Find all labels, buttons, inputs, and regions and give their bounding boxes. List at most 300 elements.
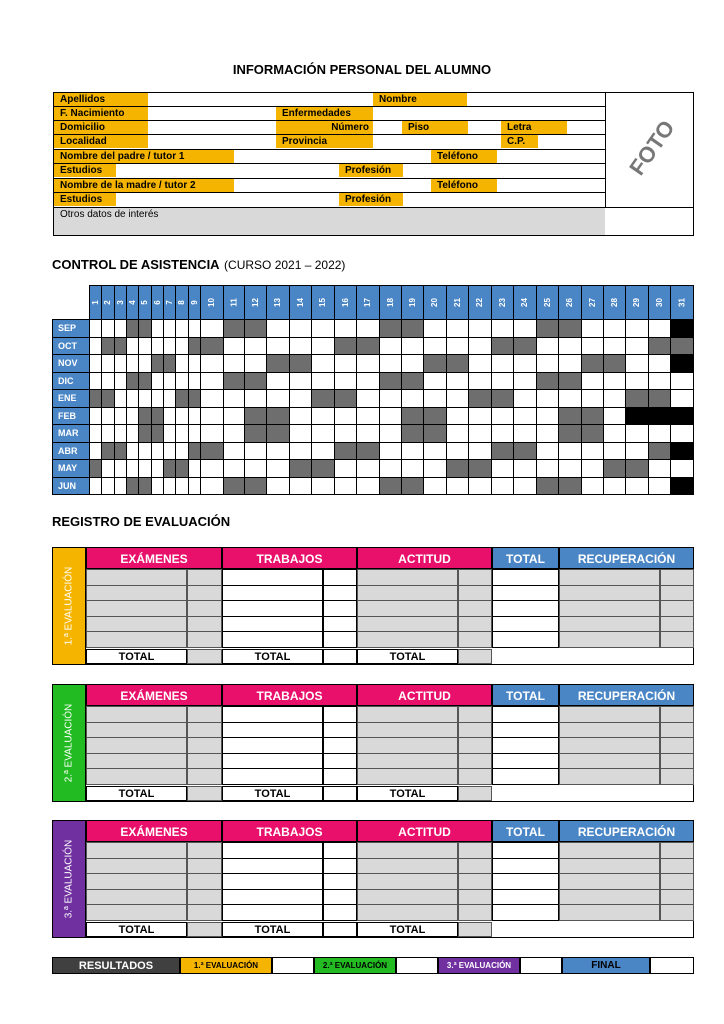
attendance-cell[interactable] [648, 337, 670, 355]
attendance-cell[interactable] [223, 337, 244, 355]
attendance-cell[interactable] [201, 442, 223, 460]
attendance-cell[interactable] [334, 477, 356, 495]
attendance-cell[interactable] [357, 407, 379, 425]
attendance-cell[interactable] [357, 477, 379, 495]
recovery-weight-cell[interactable] [660, 904, 694, 921]
attitude-grade-cell[interactable] [357, 631, 458, 648]
work-grade-cell[interactable] [222, 722, 323, 739]
attendance-cell[interactable] [491, 390, 513, 408]
attendance-cell[interactable] [491, 477, 513, 495]
exam-weight-cell[interactable] [187, 616, 222, 633]
attendance-cell[interactable] [188, 372, 200, 390]
attendance-cell[interactable] [626, 355, 648, 373]
attendance-cell[interactable] [446, 407, 468, 425]
recovery-weight-cell[interactable] [660, 722, 694, 739]
attitude-weight-cell[interactable] [458, 768, 492, 785]
attendance-cell[interactable] [379, 390, 401, 408]
total-cell[interactable] [492, 858, 559, 875]
attendance-cell[interactable] [223, 407, 244, 425]
attendance-cell[interactable] [559, 337, 581, 355]
recovery-weight-cell[interactable] [660, 873, 694, 890]
recovery-grade-cell[interactable] [559, 722, 660, 739]
attendance-cell[interactable] [164, 477, 176, 495]
attendance-cell[interactable] [176, 460, 188, 478]
attendance-cell[interactable] [603, 460, 625, 478]
attendance-cell[interactable] [267, 425, 289, 443]
recovery-weight-cell[interactable] [660, 842, 694, 859]
attendance-cell[interactable] [127, 425, 139, 443]
attendance-cell[interactable] [127, 390, 139, 408]
exam-grade-cell[interactable] [86, 569, 187, 586]
attendance-cell[interactable] [176, 337, 188, 355]
attendance-cell[interactable] [334, 320, 356, 338]
recovery-grade-cell[interactable] [559, 753, 660, 770]
attendance-cell[interactable] [514, 407, 536, 425]
attendance-cell[interactable] [514, 390, 536, 408]
attendance-cell[interactable] [223, 390, 244, 408]
attendance-cell[interactable] [151, 442, 163, 460]
recovery-grade-cell[interactable] [559, 737, 660, 754]
attendance-cell[interactable] [90, 355, 102, 373]
attendance-cell[interactable] [289, 407, 311, 425]
attendance-cell[interactable] [164, 460, 176, 478]
attendance-cell[interactable] [671, 442, 694, 460]
attendance-cell[interactable] [151, 425, 163, 443]
attendance-cell[interactable] [102, 407, 114, 425]
attendance-cell[interactable] [559, 320, 581, 338]
attendance-cell[interactable] [90, 372, 102, 390]
attendance-cell[interactable] [491, 372, 513, 390]
attendance-cell[interactable] [446, 425, 468, 443]
attendance-cell[interactable] [114, 460, 126, 478]
recovery-weight-cell[interactable] [660, 600, 694, 617]
attendance-cell[interactable] [312, 320, 334, 338]
attendance-cell[interactable] [164, 390, 176, 408]
work-grade-cell[interactable] [222, 585, 323, 602]
attendance-cell[interactable] [536, 355, 558, 373]
attendance-cell[interactable] [151, 477, 163, 495]
attendance-cell[interactable] [188, 425, 200, 443]
attendance-cell[interactable] [559, 477, 581, 495]
attendance-cell[interactable] [671, 425, 694, 443]
work-grade-cell[interactable] [222, 616, 323, 633]
attendance-cell[interactable] [671, 337, 694, 355]
attendance-cell[interactable] [102, 425, 114, 443]
attendance-cell[interactable] [491, 460, 513, 478]
attendance-cell[interactable] [164, 320, 176, 338]
attendance-cell[interactable] [671, 355, 694, 373]
attendance-cell[interactable] [188, 390, 200, 408]
exam-total-value[interactable] [187, 922, 222, 937]
attendance-cell[interactable] [357, 460, 379, 478]
exam-weight-cell[interactable] [187, 753, 222, 770]
attendance-cell[interactable] [188, 460, 200, 478]
attendance-cell[interactable] [424, 337, 446, 355]
attitude-grade-cell[interactable] [357, 585, 458, 602]
exam-weight-cell[interactable] [187, 569, 222, 586]
recovery-weight-cell[interactable] [660, 631, 694, 648]
attendance-cell[interactable] [491, 337, 513, 355]
attendance-cell[interactable] [312, 337, 334, 355]
attendance-cell[interactable] [312, 460, 334, 478]
attendance-cell[interactable] [536, 407, 558, 425]
attendance-cell[interactable] [151, 355, 163, 373]
exam-weight-cell[interactable] [187, 600, 222, 617]
attendance-cell[interactable] [357, 390, 379, 408]
attendance-cell[interactable] [176, 425, 188, 443]
attendance-cell[interactable] [312, 477, 334, 495]
attendance-cell[interactable] [648, 407, 670, 425]
exam-grade-cell[interactable] [86, 768, 187, 785]
attendance-cell[interactable] [201, 320, 223, 338]
attendance-cell[interactable] [267, 442, 289, 460]
attendance-cell[interactable] [289, 337, 311, 355]
attendance-cell[interactable] [267, 390, 289, 408]
attendance-cell[interactable] [648, 355, 670, 373]
attitude-grade-cell[interactable] [357, 842, 458, 859]
total-cell[interactable] [492, 873, 559, 890]
exam-weight-cell[interactable] [187, 631, 222, 648]
attendance-cell[interactable] [151, 372, 163, 390]
attendance-cell[interactable] [102, 372, 114, 390]
attendance-cell[interactable] [469, 442, 491, 460]
attitude-total-value[interactable] [458, 786, 492, 801]
recovery-weight-cell[interactable] [660, 585, 694, 602]
attendance-cell[interactable] [127, 320, 139, 338]
attendance-cell[interactable] [176, 477, 188, 495]
attendance-cell[interactable] [334, 355, 356, 373]
work-weight-cell[interactable] [323, 585, 357, 602]
attitude-weight-cell[interactable] [458, 904, 492, 921]
attendance-cell[interactable] [289, 390, 311, 408]
attendance-cell[interactable] [671, 460, 694, 478]
work-weight-cell[interactable] [323, 737, 357, 754]
attendance-cell[interactable] [536, 372, 558, 390]
attendance-cell[interactable] [648, 442, 670, 460]
attendance-cell[interactable] [536, 320, 558, 338]
attitude-total-value[interactable] [458, 649, 492, 664]
attendance-cell[interactable] [446, 477, 468, 495]
attendance-cell[interactable] [402, 355, 424, 373]
attendance-cell[interactable] [139, 460, 151, 478]
attendance-cell[interactable] [379, 442, 401, 460]
attendance-cell[interactable] [514, 320, 536, 338]
attendance-cell[interactable] [90, 460, 102, 478]
attendance-cell[interactable] [357, 442, 379, 460]
attendance-cell[interactable] [626, 460, 648, 478]
attendance-cell[interactable] [581, 372, 603, 390]
attendance-cell[interactable] [267, 477, 289, 495]
attendance-cell[interactable] [648, 425, 670, 443]
attendance-cell[interactable] [514, 460, 536, 478]
attendance-cell[interactable] [671, 372, 694, 390]
recovery-weight-cell[interactable] [660, 737, 694, 754]
recovery-weight-cell[interactable] [660, 569, 694, 586]
attendance-cell[interactable] [671, 390, 694, 408]
attendance-cell[interactable] [603, 337, 625, 355]
attendance-cell[interactable] [402, 407, 424, 425]
attitude-weight-cell[interactable] [458, 569, 492, 586]
attendance-cell[interactable] [648, 320, 670, 338]
results-final-value[interactable] [650, 957, 694, 974]
attendance-cell[interactable] [536, 337, 558, 355]
attendance-cell[interactable] [289, 320, 311, 338]
attendance-cell[interactable] [289, 425, 311, 443]
exam-grade-cell[interactable] [86, 722, 187, 739]
attendance-cell[interactable] [334, 372, 356, 390]
attitude-weight-cell[interactable] [458, 722, 492, 739]
exam-total-value[interactable] [187, 649, 222, 664]
work-grade-cell[interactable] [222, 706, 323, 723]
attendance-cell[interactable] [603, 442, 625, 460]
attendance-cell[interactable] [648, 477, 670, 495]
work-weight-cell[interactable] [323, 889, 357, 906]
attendance-cell[interactable] [469, 477, 491, 495]
attendance-cell[interactable] [379, 355, 401, 373]
attendance-cell[interactable] [312, 442, 334, 460]
attendance-cell[interactable] [581, 425, 603, 443]
attendance-cell[interactable] [139, 442, 151, 460]
exam-grade-cell[interactable] [86, 631, 187, 648]
total-cell[interactable] [492, 706, 559, 723]
attendance-cell[interactable] [402, 477, 424, 495]
attendance-cell[interactable] [139, 355, 151, 373]
exam-weight-cell[interactable] [187, 585, 222, 602]
attendance-cell[interactable] [114, 355, 126, 373]
attendance-cell[interactable] [626, 425, 648, 443]
attitude-grade-cell[interactable] [357, 858, 458, 875]
attendance-cell[interactable] [164, 372, 176, 390]
attendance-cell[interactable] [188, 337, 200, 355]
attendance-cell[interactable] [424, 355, 446, 373]
attendance-cell[interactable] [127, 337, 139, 355]
attendance-cell[interactable] [626, 477, 648, 495]
attendance-cell[interactable] [603, 320, 625, 338]
attendance-cell[interactable] [379, 425, 401, 443]
recovery-weight-cell[interactable] [660, 768, 694, 785]
attendance-cell[interactable] [201, 390, 223, 408]
attendance-cell[interactable] [188, 442, 200, 460]
attendance-cell[interactable] [559, 390, 581, 408]
attendance-cell[interactable] [267, 337, 289, 355]
attendance-cell[interactable] [334, 407, 356, 425]
attitude-weight-cell[interactable] [458, 616, 492, 633]
attendance-cell[interactable] [379, 460, 401, 478]
attendance-cell[interactable] [151, 337, 163, 355]
attendance-cell[interactable] [289, 372, 311, 390]
attitude-weight-cell[interactable] [458, 753, 492, 770]
attendance-cell[interactable] [244, 355, 266, 373]
recovery-grade-cell[interactable] [559, 889, 660, 906]
attendance-cell[interactable] [603, 407, 625, 425]
attendance-cell[interactable] [581, 442, 603, 460]
attitude-weight-cell[interactable] [458, 858, 492, 875]
attendance-cell[interactable] [102, 390, 114, 408]
attendance-cell[interactable] [201, 372, 223, 390]
attendance-cell[interactable] [244, 337, 266, 355]
recovery-grade-cell[interactable] [559, 904, 660, 921]
attendance-cell[interactable] [201, 337, 223, 355]
attendance-cell[interactable] [334, 460, 356, 478]
attendance-cell[interactable] [90, 320, 102, 338]
attendance-cell[interactable] [491, 425, 513, 443]
attendance-cell[interactable] [114, 320, 126, 338]
work-total-value[interactable] [323, 649, 357, 664]
exam-grade-cell[interactable] [86, 904, 187, 921]
attendance-cell[interactable] [244, 320, 266, 338]
attendance-cell[interactable] [469, 390, 491, 408]
attendance-cell[interactable] [244, 477, 266, 495]
attendance-cell[interactable] [491, 320, 513, 338]
attendance-cell[interactable] [626, 442, 648, 460]
work-grade-cell[interactable] [222, 904, 323, 921]
exam-weight-cell[interactable] [187, 889, 222, 906]
attendance-cell[interactable] [139, 390, 151, 408]
recovery-weight-cell[interactable] [660, 706, 694, 723]
attendance-cell[interactable] [201, 460, 223, 478]
attendance-cell[interactable] [334, 337, 356, 355]
attendance-cell[interactable] [581, 407, 603, 425]
attendance-cell[interactable] [671, 477, 694, 495]
attendance-cell[interactable] [151, 390, 163, 408]
attitude-grade-cell[interactable] [357, 873, 458, 890]
attitude-total-value[interactable] [458, 922, 492, 937]
attendance-cell[interactable] [626, 390, 648, 408]
attendance-cell[interactable] [402, 320, 424, 338]
attendance-cell[interactable] [446, 372, 468, 390]
total-cell[interactable] [492, 616, 559, 633]
attendance-cell[interactable] [334, 390, 356, 408]
attendance-cell[interactable] [139, 407, 151, 425]
recovery-weight-cell[interactable] [660, 889, 694, 906]
attendance-cell[interactable] [626, 372, 648, 390]
attendance-cell[interactable] [536, 477, 558, 495]
work-weight-cell[interactable] [323, 842, 357, 859]
attendance-cell[interactable] [176, 320, 188, 338]
attitude-weight-cell[interactable] [458, 889, 492, 906]
attendance-cell[interactable] [223, 477, 244, 495]
attendance-cell[interactable] [446, 442, 468, 460]
attendance-cell[interactable] [102, 337, 114, 355]
attendance-cell[interactable] [164, 442, 176, 460]
work-grade-cell[interactable] [222, 858, 323, 875]
attitude-weight-cell[interactable] [458, 585, 492, 602]
attendance-cell[interactable] [357, 425, 379, 443]
work-weight-cell[interactable] [323, 706, 357, 723]
attendance-cell[interactable] [581, 355, 603, 373]
attendance-cell[interactable] [357, 355, 379, 373]
exam-weight-cell[interactable] [187, 737, 222, 754]
attendance-cell[interactable] [127, 460, 139, 478]
attendance-cell[interactable] [201, 477, 223, 495]
attendance-cell[interactable] [334, 442, 356, 460]
attendance-cell[interactable] [151, 407, 163, 425]
recovery-grade-cell[interactable] [559, 600, 660, 617]
attendance-cell[interactable] [446, 390, 468, 408]
attendance-cell[interactable] [424, 460, 446, 478]
recovery-weight-cell[interactable] [660, 753, 694, 770]
total-cell[interactable] [492, 600, 559, 617]
attendance-cell[interactable] [514, 337, 536, 355]
attendance-cell[interactable] [201, 407, 223, 425]
attendance-cell[interactable] [648, 460, 670, 478]
attendance-cell[interactable] [188, 355, 200, 373]
total-cell[interactable] [492, 722, 559, 739]
attitude-grade-cell[interactable] [357, 569, 458, 586]
attendance-cell[interactable] [469, 355, 491, 373]
attendance-cell[interactable] [90, 477, 102, 495]
work-weight-cell[interactable] [323, 904, 357, 921]
attendance-cell[interactable] [536, 390, 558, 408]
total-cell[interactable] [492, 737, 559, 754]
attendance-cell[interactable] [127, 372, 139, 390]
attendance-cell[interactable] [536, 460, 558, 478]
work-weight-cell[interactable] [323, 631, 357, 648]
recovery-grade-cell[interactable] [559, 858, 660, 875]
work-grade-cell[interactable] [222, 889, 323, 906]
attendance-cell[interactable] [379, 477, 401, 495]
attendance-cell[interactable] [424, 477, 446, 495]
attendance-cell[interactable] [139, 337, 151, 355]
work-grade-cell[interactable] [222, 873, 323, 890]
work-total-value[interactable] [323, 922, 357, 937]
attendance-cell[interactable] [379, 320, 401, 338]
total-cell[interactable] [492, 753, 559, 770]
attitude-grade-cell[interactable] [357, 768, 458, 785]
total-cell[interactable] [492, 904, 559, 921]
attendance-cell[interactable] [312, 355, 334, 373]
attendance-cell[interactable] [402, 425, 424, 443]
attendance-cell[interactable] [559, 407, 581, 425]
attendance-cell[interactable] [581, 460, 603, 478]
attendance-cell[interactable] [289, 355, 311, 373]
attendance-cell[interactable] [244, 425, 266, 443]
attendance-cell[interactable] [379, 372, 401, 390]
attendance-cell[interactable] [289, 477, 311, 495]
attitude-grade-cell[interactable] [357, 889, 458, 906]
attendance-cell[interactable] [164, 425, 176, 443]
attendance-cell[interactable] [244, 372, 266, 390]
attendance-cell[interactable] [402, 372, 424, 390]
work-grade-cell[interactable] [222, 768, 323, 785]
attitude-weight-cell[interactable] [458, 631, 492, 648]
attendance-cell[interactable] [424, 442, 446, 460]
attendance-cell[interactable] [402, 337, 424, 355]
recovery-grade-cell[interactable] [559, 585, 660, 602]
attendance-cell[interactable] [491, 407, 513, 425]
total-cell[interactable] [492, 768, 559, 785]
attendance-cell[interactable] [244, 390, 266, 408]
attendance-cell[interactable] [469, 407, 491, 425]
attendance-cell[interactable] [536, 425, 558, 443]
attendance-cell[interactable] [603, 372, 625, 390]
attitude-grade-cell[interactable] [357, 904, 458, 921]
exam-weight-cell[interactable] [187, 873, 222, 890]
attendance-cell[interactable] [244, 407, 266, 425]
attendance-cell[interactable] [223, 355, 244, 373]
exam-grade-cell[interactable] [86, 753, 187, 770]
attitude-weight-cell[interactable] [458, 737, 492, 754]
attendance-cell[interactable] [357, 337, 379, 355]
attendance-cell[interactable] [603, 355, 625, 373]
attendance-cell[interactable] [671, 320, 694, 338]
total-cell[interactable] [492, 842, 559, 859]
attendance-cell[interactable] [469, 460, 491, 478]
attendance-cell[interactable] [223, 320, 244, 338]
attendance-cell[interactable] [446, 320, 468, 338]
recovery-weight-cell[interactable] [660, 616, 694, 633]
results-eval-2-value[interactable] [396, 957, 438, 974]
